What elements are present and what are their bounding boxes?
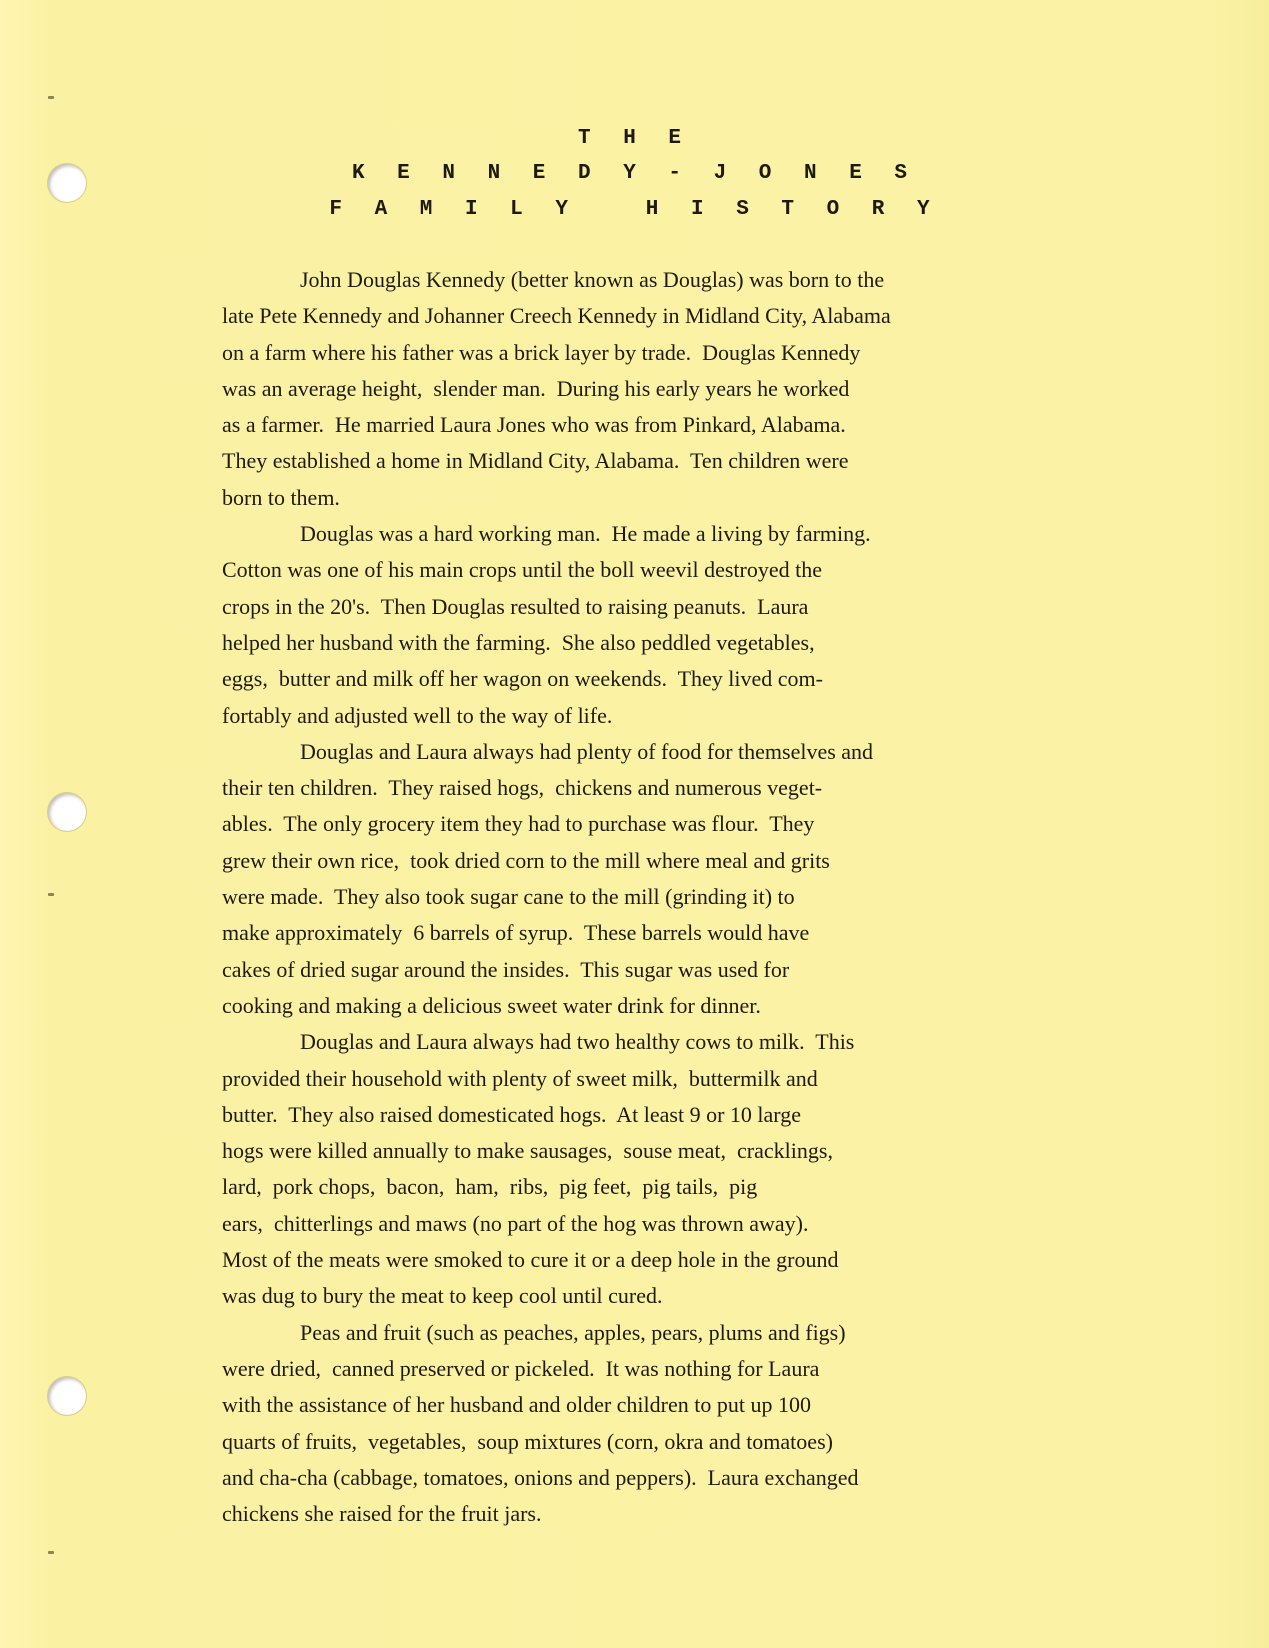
binder-hole-middle (48, 793, 86, 831)
text-line: They established a home in Midland City, Alabama. Ten children were (222, 448, 849, 474)
paragraph-2 (222, 516, 1122, 734)
text-line: butter. They also raised domesticated hogs. At least 9 or 10 large (222, 1101, 802, 1127)
text-line: helped her husband with the farming. She also peddled vegetables, (222, 629, 815, 655)
text-line: on a farm where his father was a brick layer by trade. Douglas Kennedy (222, 339, 861, 365)
text-line: chickens she raised for the fruit jars. (222, 1501, 542, 1527)
text-line: provided their household with plenty of sweet milk, buttermilk and (222, 1065, 818, 1091)
text-line: late Pete Kennedy and Johanner Creech Kennedy in Midland City, Alabama (222, 303, 891, 329)
text-line: eggs, butter and milk off her wagon on weekends. They lived com- (222, 666, 823, 692)
edge-mark (48, 96, 54, 99)
edge-mark (48, 1551, 54, 1554)
body-text (222, 262, 1122, 1532)
text-line: with the assistance of her husband and older children to put up 100 (222, 1392, 811, 1418)
text-line: Douglas and Laura always had two healthy cows to milk. This (300, 1029, 855, 1055)
title-line-1: T H E (577, 127, 691, 150)
paragraph-3 (222, 734, 1122, 1024)
text-line: grew their own rice, took dried corn to the mill where meal and grits (222, 847, 830, 873)
text-line: were dried, canned preserved or pickeled. It was nothing for Laura (222, 1355, 820, 1381)
text-line: ears, chitterlings and maws (no part of the hog was thrown away). (222, 1210, 809, 1236)
text-line: John Douglas Kennedy (better known as Douglas) was born to the (300, 267, 885, 292)
text-line: cakes of dried sugar around the insides. This sugar was used for (222, 956, 790, 982)
text-line: their ten children. They raised hogs, chickens and numerous veget- (222, 775, 823, 801)
text-line: Peas and fruit (such as peaches, apples, pears, plums and figs) (300, 1319, 846, 1345)
text-line: was dug to bury the meat to keep cool until cured. (222, 1283, 663, 1309)
text-line: fortably and adjusted well to the way of life. (222, 702, 613, 728)
edge-mark (48, 893, 54, 896)
text-line: Douglas and Laura always had plenty of food for themselves and (300, 738, 874, 764)
paragraph-4 (222, 1024, 1122, 1314)
text-line: cooking and making a delicious sweet water drink for dinner. (222, 992, 761, 1018)
text-line: crops in the 20's. Then Douglas resulted to raising peanuts. Laura (222, 593, 809, 619)
text-line: Douglas was a hard working man. He made a living by farming. (300, 521, 871, 547)
text-line: ables. The only grocery item they had to purchase was flour. They (222, 811, 815, 837)
text-line: Most of the meats were smoked to cure it or a deep hole in the ground (222, 1247, 839, 1273)
text-line: and cha-cha (cabbage, tomatoes, onions and peppers). Laura exchanged (222, 1464, 859, 1490)
paragraph-1 (222, 262, 1122, 516)
paragraph-5 (222, 1315, 1122, 1533)
text-line: Cotton was one of his main crops until the boll weevil destroyed the (222, 557, 823, 583)
title-line-2: K E N N E D Y - J O N E S (351, 162, 918, 185)
text-line: hogs were killed annually to make sausages, souse meat, cracklings, (222, 1138, 833, 1164)
text-line: born to them. (222, 484, 340, 510)
text-line: were made. They also took sugar cane to the mill (grinding it) to (222, 884, 795, 910)
title-line-3: F A M I L Y H I S T O R Y (329, 198, 940, 221)
text-line: was an average height, slender man. During his early years he worked (222, 375, 850, 401)
binder-hole-bottom (48, 1377, 86, 1415)
text-line: as a farmer. He married Laura Jones who was from Pinkard, Alabama. (222, 412, 846, 438)
text-line: lard, pork chops, bacon, ham, ribs, pig feet, pig tails, pig (222, 1174, 758, 1200)
text-line: make approximately 6 barrels of syrup. These barrels would have (222, 920, 810, 946)
text-line: quarts of fruits, vegetables, soup mixtures (corn, okra and tomatoes) (222, 1428, 833, 1454)
